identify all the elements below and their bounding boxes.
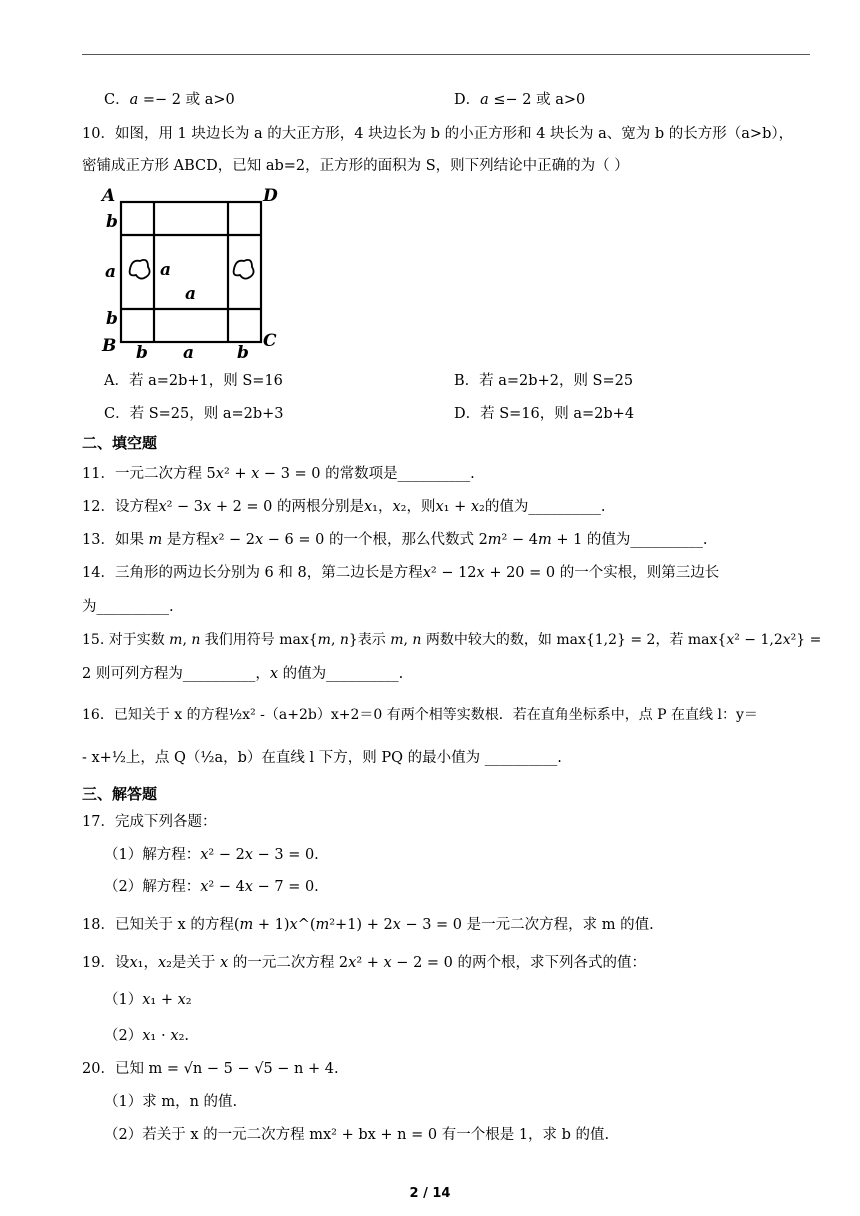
corner-c-label: C <box>263 331 277 351</box>
q20-part2: （2）若关于 x 的一元二次方程 mx² + bx + n = 0 有一个根是 1，求 b 的值. <box>104 1127 610 1143</box>
q18: 18．已知关于 x 的方程(𝑚 + 1)𝑥^(𝑚²+1) + 2𝑥 − 3 = 0 是一元二次方程，求 m 的值. <box>82 917 654 933</box>
bottom-b-right-label: b <box>237 343 249 363</box>
left-a-label: a <box>105 262 117 282</box>
corner-d-label: D <box>263 186 278 206</box>
q10-option-c: C．若 S=25，则 a=2b+3 <box>104 406 284 422</box>
q17-stem: 17．完成下列各题： <box>82 814 217 830</box>
q20-stem: 20．已知 m = √n − 5 − √5 − n + 4. <box>82 1061 339 1077</box>
q17-part2: （2）解方程：𝑥² − 4𝑥 − 7 = 0. <box>104 879 319 895</box>
left-b-bottom-label: b <box>106 309 118 329</box>
q19-stem: 19．设𝑥₁，𝑥₂是关于 𝑥 的一元二次方程 2𝑥² + 𝑥 − 2 = 0 的两个根，求下列各式的值： <box>82 955 646 971</box>
q16-line1: 16．已知关于 x 的方程½x² -（a+2b）x+2＝0 有两个相等实数根．若在直角坐标系中，点 P 在直线 l：y＝ <box>82 707 758 723</box>
section-answer-title: 三、解答题 <box>82 785 158 803</box>
bottom-a-label: a <box>183 343 195 363</box>
q13: 13．如果 𝑚 是方程𝑥² − 2𝑥 − 6 = 0 的一个根，那么代数式 2𝑚² − 4𝑚 + 1 的值为__________. <box>82 532 708 548</box>
q17-part1: （1）解方程：𝑥² − 2𝑥 − 3 = 0. <box>104 847 319 863</box>
q10-option-b: B．若 a=2b+2，则 S=25 <box>454 373 634 389</box>
q10-figure <box>100 183 290 363</box>
bottom-b-left-label: b <box>136 343 148 363</box>
q14-line2: 为__________. <box>82 599 174 615</box>
q10-option-d: D．若 S=16，则 a=2b+4 <box>454 406 635 422</box>
q15-line2: 2 则可列方程为__________，𝑥 的值为__________. <box>82 666 404 682</box>
q12: 12．设方程𝑥² − 3𝑥 + 2 = 0 的两根分别是𝑥₁，𝑥₂，则𝑥₁ + 𝑥₂的值为__________. <box>82 499 606 515</box>
ink-blot-right-icon <box>234 260 254 279</box>
q16-line2: - x+½上，点 Q（½a，b）在直线 l 下方，则 PQ 的最小值为 __________. <box>82 750 562 766</box>
square-abcd-outline <box>121 202 261 342</box>
inner-a-label-1: a <box>160 260 172 280</box>
q14-line1: 14．三角形的两边长分别为 6 和 8，第二边长是方程𝑥² − 12𝑥 + 20 = 0 的一个实根，则第三边长 <box>82 565 720 581</box>
header-rule <box>82 54 810 55</box>
q10-option-a: A．若 a=2b+1，则 S=16 <box>104 373 283 389</box>
corner-a-label: A <box>102 186 116 206</box>
left-b-top-label: b <box>106 212 118 232</box>
inner-a-label-2: a <box>185 284 197 304</box>
q15-line1: 15. 对于实数 𝑚, 𝑛 我们用符号 max{𝑚, 𝑛}表示 𝑚, 𝑛 两数中较大的数，如 max{1,2} = 2，若 max{𝑥² − 1,2𝑥²} = <box>82 632 822 648</box>
page-number: 2 / 14 <box>409 1186 451 1201</box>
q19-part1: （1）𝑥₁ + 𝑥₂ <box>104 992 192 1008</box>
q20-part1: （1）求 m，n 的值. <box>104 1094 238 1110</box>
q19-part2: （2）𝑥₁ ⋅ 𝑥₂. <box>104 1028 189 1044</box>
q9-option-c: C．𝑎 =− 2 或 a>0 <box>104 92 235 108</box>
corner-b-label: B <box>102 336 117 356</box>
q10-stem-line1: 10．如图，用 1 块边长为 a 的大正方形，4 块边长为 b 的小正方形和 4 块长为 a、宽为 b 的长方形（a>b）， <box>82 126 794 142</box>
section-fill-in-title: 二、填空题 <box>82 434 158 452</box>
q11: 11．一元二次方程 5𝑥² + 𝑥 − 3 = 0 的常数项是__________. <box>82 466 475 482</box>
ink-blot-left-icon <box>130 260 150 279</box>
q10-stem-line2: 密铺成正方形 ABCD，已知 ab=2，正方形的面积为 S，则下列结论中正确的为（ ） <box>82 158 629 174</box>
q9-option-d: D．𝑎 ≤− 2 或 a>0 <box>454 92 586 108</box>
